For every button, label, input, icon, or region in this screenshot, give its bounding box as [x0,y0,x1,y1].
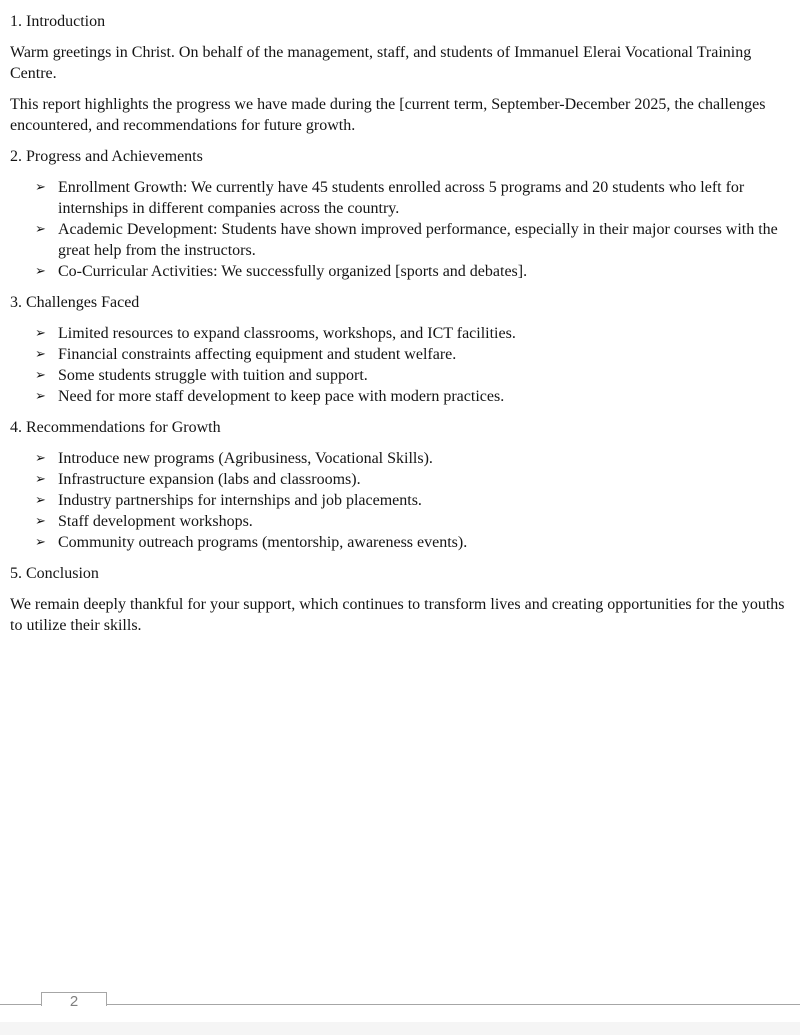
list-item-text: Infrastructure expansion (labs and classrooms). [58,471,361,488]
arrow-bullet-icon: ➢ [35,180,46,195]
list-item [35,344,790,365]
list-item [35,469,790,490]
paragraph: This report highlights the progress we have made during the [current term, September-December 2025, the challenges encountered, and recommendations for future growth. [10,96,766,134]
list-item-text: Enrollment Growth: We currently have 45 students enrolled across 5 programs and 20 students who left for internships in different companies across the country. [58,179,745,217]
section-heading-recommendations: 4. Recommendations for Growth [10,419,221,436]
list-item [35,490,790,511]
list-item-text: Need for more staff development to keep pace with modern practices. [58,388,505,405]
footer-page-number-tab [41,992,107,1010]
list-item [35,365,790,386]
section-heading-conclusion: 5. Conclusion [10,565,99,582]
arrow-bullet-icon: ➢ [35,368,46,383]
list-item [35,386,790,407]
arrow-bullet-icon: ➢ [35,347,46,362]
list-item [35,323,790,344]
list-item-text: Limited resources to expand classrooms, workshops, and ICT facilities. [58,325,516,342]
paragraph: Warm greetings in Christ. On behalf of the management, staff, and students of Immanuel Elerai Vocational Training Centre. [10,44,752,82]
arrow-bullet-icon: ➢ [35,389,46,404]
list-item-text: Industry partnerships for internships and job placements. [58,492,422,509]
arrow-bullet-icon: ➢ [35,514,46,529]
list-item-text: Some students struggle with tuition and support. [58,367,368,384]
list-item [35,532,790,553]
list-item [35,219,790,261]
bullet-list-recommendations [10,448,790,553]
list-item-text: Community outreach programs (mentorship, awareness events). [58,534,468,551]
list-item [35,448,790,469]
section-heading-progress: 2. Progress and Achievements [10,148,203,165]
list-item [35,511,790,532]
page-bottom-edge [0,1022,800,1035]
footer-divider-line [0,1004,800,1005]
list-item-text: Academic Development: Students have shown improved performance, especially in their major courses with the great help from the instructors. [58,221,778,259]
arrow-bullet-icon: ➢ [35,326,46,341]
list-item-text: Financial constraints affecting equipment and student welfare. [58,346,457,363]
arrow-bullet-icon: ➢ [35,535,46,550]
list-item [35,261,790,282]
list-item [35,177,790,219]
arrow-bullet-icon: ➢ [35,493,46,508]
arrow-bullet-icon: ➢ [35,222,46,237]
paragraph: We remain deeply thankful for your support, which continues to transform lives and creating opportunities for the youths to utilize their skills. [10,596,785,634]
section-heading-introduction: 1. Introduction [10,13,106,30]
arrow-bullet-icon: ➢ [35,264,46,279]
arrow-bullet-icon: ➢ [35,451,46,466]
list-item-text: Introduce new programs (Agribusiness, Vocational Skills). [58,450,433,467]
arrow-bullet-icon: ➢ [35,472,46,487]
section-heading-challenges: 3. Challenges Faced [10,294,140,311]
bullet-list-progress [10,177,790,282]
list-item-text: Staff development workshops. [58,513,253,530]
list-item-text: Co-Curricular Activities: We successfully organized [sports and debates]. [58,263,528,280]
bullet-list-challenges [10,323,790,407]
page-number: 2 [69,993,79,1010]
